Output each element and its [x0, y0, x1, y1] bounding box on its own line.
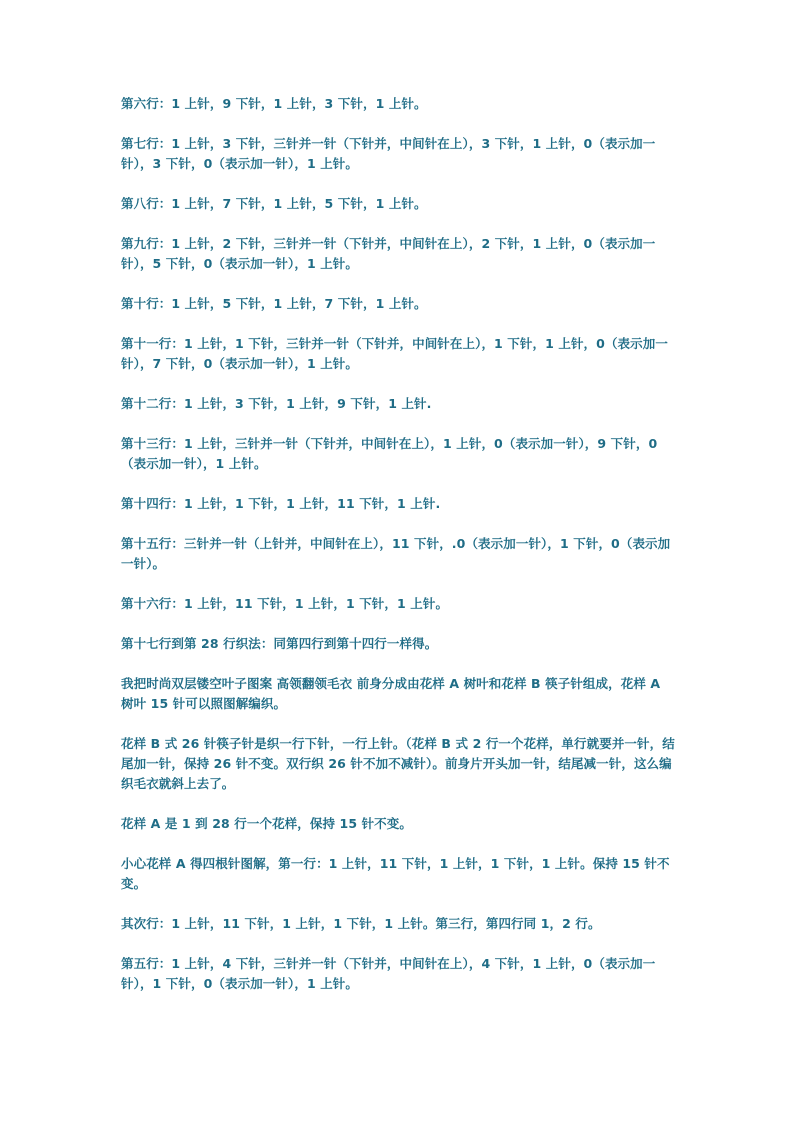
paragraph-pattern-intro: 我把时尚双层镂空叶子图案 高领翻领毛衣 前身分成由花样 A 树叶和花样 B 筷子针组成，花样 A 树叶 15 针可以照图解编织。 [121, 676, 661, 711]
paragraph-row-15: 第十五行：三针并一针（上针并，中间针在上），11 下针，.0（表示加一针），1 下针，0（表示加一针）。 [121, 536, 671, 571]
paragraph-pattern-b: 花样 B 式 26 针筷子针是织一行下针，一行上针。（花样 B 式 2 行一个花样，单行就要并一针，结尾加一针，保持 26 针不变。双行织 26 针不加不减针）。前身片开头加一针，结尾减一针，这么编织毛衣就斜上去了。 [121, 736, 675, 791]
paragraph-row-9: 第九行：1 上针，2 下针，三针并一针（下针并，中间针在上），2 下针，1 上针，0（表示加一针），5 下针，0（表示加一针），1 上针。 [121, 236, 656, 271]
paragraph-row-10: 第十行：1 上针，5 下针，1 上针，7 下针，1 上针。 [121, 296, 427, 311]
paragraph-row-11: 第十一行：1 上针，1 下针，三针并一针（下针并，中间针在上），1 下针，1 上针，0（表示加一针），7 下针，0（表示加一针），1 上针。 [121, 336, 668, 371]
paragraph-row-6: 第六行：1 上针，9 下针，1 上针，3 下针，1 上针。 [121, 96, 427, 111]
paragraph-row-13: 第十三行：1 上针，三针并一针（下针并，中间针在上），1 上针，0（表示加一针），9 下针，0（表示加一针），1 上针。 [121, 436, 658, 471]
paragraph-row-12: 第十二行：1 上针，3 下针，1 上针，9 下针，1 上针. [121, 396, 432, 411]
paragraph-row-1: 小心花样 A 得四根针图解，第一行：1 上针，11 下针，1 上针，1 下针，1 上针。保持 15 针不变。 [121, 856, 670, 891]
paragraph-row-5: 第五行：1 上针，4 下针，三针并一针（下针并，中间针在上），4 下针，1 上针，0（表示加一针），1 下针，0（表示加一针），1 上针。 [121, 956, 656, 991]
paragraph-pattern-a: 花样 A 是 1 到 28 行一个花样，保持 15 针不变。 [121, 816, 412, 831]
paragraph-rows-17-28: 第十七行到第 28 行织法：同第四行到第十四行一样得。 [121, 636, 438, 651]
paragraph-row-8: 第八行：1 上针，7 下针，1 上针，5 下针，1 上针。 [121, 196, 427, 211]
paragraph-row-14: 第十四行：1 上针，1 下针，1 上针，11 下针，1 上针. [121, 496, 441, 511]
paragraph-row-7: 第七行：1 上针，3 下针，三针并一针（下针并，中间针在上），3 下针，1 上针，0（表示加一针），3 下针，0（表示加一针），1 上针。 [121, 136, 656, 171]
paragraph-rows-2-4: 其次行：1 上针，11 下针，1 上针，1 下针，1 上针。第三行，第四行同 1，2 行。 [121, 916, 601, 931]
document-body [121, 94, 677, 1014]
paragraph-row-16: 第十六行：1 上针，11 下针，1 上针，1 下针，1 上针。 [121, 596, 449, 611]
